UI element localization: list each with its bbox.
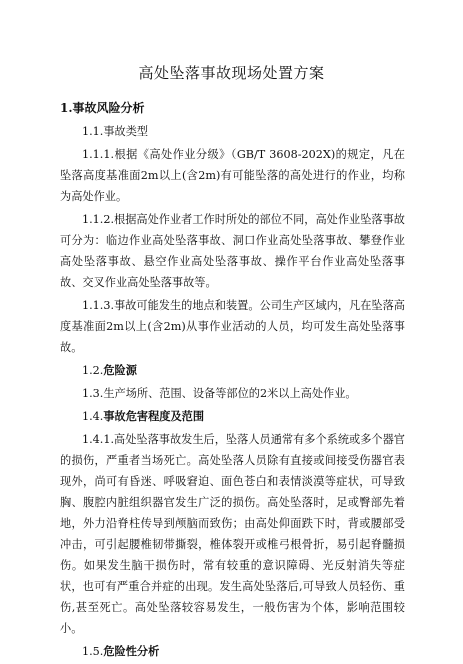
document-title: 高处坠落事故现场处置方案 (138, 64, 325, 82)
subsection-title: 事故危害程度及范围 (103, 409, 205, 423)
paragraph-1-1-2: 1.1.2.根据高处作业者工作时所处的部位不同，高处作业坠落事故可分为：临边作业高处坠落事故、洞口作业高处坠落事故、攀登作业高处坠落事故、悬空作业高处坠落事故、操作平台作业高处坠落事故、交叉作业高处坠落事故等。 (60, 213, 405, 289)
section-heading-risk-analysis: 1.事故风险分析 (60, 101, 145, 115)
subsection-number: 1.2. (82, 364, 104, 377)
subsection-number: 1.4. (82, 410, 104, 423)
subsection-hazard-source (60, 360, 405, 381)
subsection-harm-degree (60, 406, 405, 427)
document-body (60, 98, 405, 664)
paragraph-1-1-1: 1.1.1.根据《高处作业分级》（GB/T 3608-202X)的规定，凡在坠落高度基准面2m以上(含2m)有可能坠落的高处进行的作业，均称为高处作业。 (60, 148, 405, 203)
paragraph-1-4-1: 1.4.1.高处坠落事故发生后，坠落人员通常有多个系统或多个器官的损伤，严重者当场死亡。高处坠落人员除有直接或间接受伤器官表现外，尚可有昏迷、呼吸窘迫、面色苍白和表情淡漠等症状，可导致胸、腹腔内脏组织器官发生广泛的损伤。高处坠落时，足或臀部先着地，外力沿脊柱传导到颅脑而致伤；由高处仰面跌下时，背或腰部受冲击，可引起腰椎韧带撕裂，椎体裂开或椎弓根骨折，易引起脊髓损伤。如果发生脑干损伤时，常有较重的意识障碍、光反射消失等症状，也可有严重合并症的出现。发生高处坠落后,可导致人员轻伤、重伤,甚至死亡。高处坠落较容易发生，一般伤害为个体，影响范围较小。 (60, 433, 405, 635)
paragraph-1-1-3: 1.1.3.事故可能发生的地点和装置。公司生产区域内，凡在坠落高度基准面2m以上(含2m)从事作业活动的人员，均可发生高处坠落事故。 (60, 299, 405, 354)
subsection-accident-type: 1.1.事故类型 (82, 125, 149, 138)
subsection-title: 危险源 (103, 363, 137, 377)
subsection-number: 1.5. (82, 645, 104, 658)
subsection-risk-analysis (60, 641, 405, 662)
paragraph-1-3: 1.3.生产场所、范围、设备等部位的2米以上高处作业。 (82, 387, 357, 400)
subsection-title: 危险性分析 (103, 644, 160, 658)
